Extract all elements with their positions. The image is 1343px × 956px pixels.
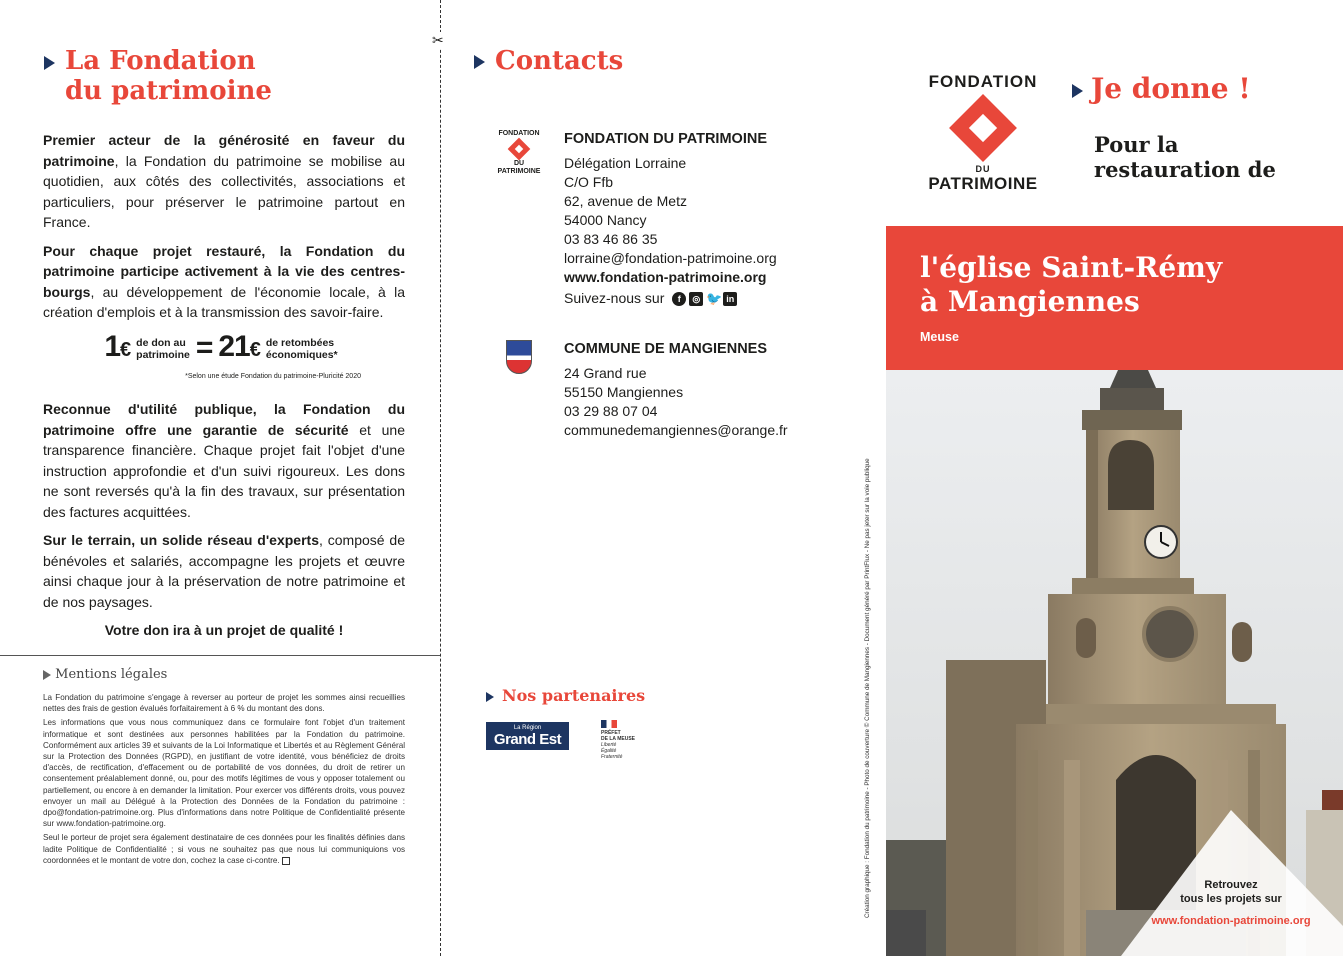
paragraph-1: Premier acteur de la générosité en faveur du patrimoine, la Fondation du patrimoine se mobilise au quotidien, aux côtés des collectivités, associations et particuliers, pour préserver le patrimoine partout en France. bbox=[43, 132, 405, 230]
fondation-logo: FONDATION DU PATRIMOINE bbox=[497, 130, 541, 175]
panel-contacts bbox=[441, 0, 886, 956]
quality-statement: Votre don ira à un projet de qualité ! bbox=[104, 622, 344, 638]
fondation-contact-info: FONDATION DU PATRIMOINE Délégation Lorraine C/O Ffb 62, avenue de Metz 54000 Nancy 03 83 46 86 35 lorraine@fondation-patrimoine.org www.fondation-patrimoine.org Suivez-nous sur f ◎ 🐦 in bbox=[564, 130, 884, 308]
paragraph-3: Reconnue d'utilité publique, la Fondation du patrimoine offre une garantie de sécurité et une transparence financière. Chaque projet fait l'objet d'une instruction approfondie et d'un suivi rigoureux. Les dons ne sont reversés qu'à la fin des travaux, sur présentation des factures acquittées. bbox=[43, 401, 405, 520]
mentions-title: Mentions légales bbox=[43, 667, 167, 682]
pour-la-restauration: Pour la restauration de bbox=[1094, 132, 1276, 182]
house-diamond-icon bbox=[508, 138, 531, 161]
website-link[interactable]: www.fondation-patrimoine.org bbox=[1151, 915, 1311, 927]
partners-title: Nos partenaires bbox=[486, 686, 645, 705]
project-banner bbox=[886, 226, 1343, 370]
paragraph-2: Pour chaque projet restauré, la Fondation du patrimoine participe activement à la vie des centres-bourgs, au développement de l'économie locale, à la création d'emplois et à la transmission des savoir-faire. bbox=[43, 242, 405, 320]
french-flag-icon bbox=[601, 720, 617, 728]
department: Meuse bbox=[920, 330, 959, 344]
facebook-icon[interactable]: f bbox=[672, 292, 686, 306]
donation-equation bbox=[43, 331, 405, 367]
panel-fondation bbox=[0, 0, 440, 956]
triangle-bullet-icon bbox=[43, 670, 51, 680]
grand-est-logo: La Région Grand Est bbox=[486, 722, 569, 750]
house-diamond-icon bbox=[949, 94, 1017, 162]
commune-email[interactable]: communedemangiennes@orange.fr bbox=[564, 422, 788, 438]
church-photo bbox=[886, 370, 1343, 956]
eq-equals: = bbox=[195, 331, 213, 365]
eq-footnote: *Selon une étude Fondation du patrimoine-Pluricité 2020 bbox=[185, 372, 361, 380]
prefet-logo: PRÉFET DE LA MEUSE Liberté Égalité Fraternité bbox=[601, 720, 635, 760]
linkedin-icon[interactable]: in bbox=[723, 292, 737, 306]
eq-right-value: 21€ bbox=[218, 329, 260, 363]
fondation-title: La Fondation du patrimoine bbox=[44, 46, 272, 106]
contacts-title: Contacts bbox=[474, 46, 623, 76]
commune-logo bbox=[491, 340, 547, 374]
panel-cover bbox=[864, 0, 1343, 956]
paragraph-4: Sur le terrain, un solide réseau d'experts, composé de bénévoles et salariés, accompagne les projets et œuvre ainsi chaque jour à la préservation de notre patrimoine et de nos paysages. bbox=[43, 532, 405, 610]
triangle-bullet-icon bbox=[1072, 84, 1083, 98]
instagram-icon[interactable]: ◎ bbox=[689, 292, 703, 306]
follow-us: Suivez-nous sur f ◎ 🐦 in bbox=[564, 289, 884, 308]
twitter-icon[interactable]: 🐦 bbox=[706, 291, 723, 307]
fondation-body bbox=[43, 130, 405, 649]
church-illustration bbox=[886, 370, 1343, 956]
print-credit: Création graphique : Fondation du patrimoine - Photo de couverture © Commune de Mangiennes - Document généré par PrintFlux - Ne pas jeter sur la voie publique bbox=[864, 458, 871, 918]
eq-right-label: de retombées économiques* bbox=[265, 336, 338, 361]
fondation-email[interactable]: lorraine@fondation-patrimoine.org bbox=[564, 250, 777, 266]
project-name: l'église Saint-Rémy à Mangiennes bbox=[920, 251, 1223, 318]
triangle-bullet-icon bbox=[486, 692, 494, 702]
triangle-bullet-icon bbox=[44, 56, 55, 70]
fondation-website[interactable]: www.fondation-patrimoine.org bbox=[564, 269, 767, 285]
eq-left-value: 1€ bbox=[104, 329, 131, 363]
mentions-legales: La Fondation du patrimoine s'engage à reverser au porteur de projet les sommes ainsi recueillies nettes des frais de gestion évalués forfaitairement à 6 % du montant des dons. Les informations que vous nous communiquez dans ce formulaire font l'objet d'un traitement informatique et sont destinées aux personnes habilitées par la Fondation du patrimoine. Conformément aux articles 39 et suivants de la Loi Informatique et Libertés et au Règlement Général sur la Protection des Données (RGPD), en justifiant de votre identité, vous bénéficiez de droits d'accès, de rectification, d'effacement ou de portabilité de vos données, du droit de retirer un consentement préalablement donné, ou, pour des motifs légitimes de vous y opposer totalement ou partiellement, ou encore à en demander la limitation. Pour exercer vos différents droits, vous pouvez envoyer un mail au Délégué à la Protection des Données de la Fondation du patrimoine : dpo@fondation-patrimoine.org. Plus d'informations dans notre Politique de Confidentialité présente sur www.fondation-patrimoine.org. Seul le porteur de projet sera également destinataire de ces données pour les finalités définies dans ladite Politique de Confidentialité ; si vous ne souhaitez pas que nous lui communiquions vos coordonnées et le montant de votre don, cochez la case ci-contre. bbox=[43, 693, 405, 865]
scissors-icon: ✂ bbox=[432, 32, 444, 48]
divider bbox=[0, 655, 440, 656]
coat-of-arms-icon bbox=[506, 340, 532, 374]
fondation-brand-logo: FONDATION DU PATRIMOINE bbox=[928, 72, 1038, 193]
retrouvez-projets: Retrouvez tous les projets sur www.fondation-patrimoine.org bbox=[1121, 878, 1341, 928]
eq-left-label: de don au patrimoine bbox=[136, 336, 190, 361]
je-donne-heading: Je donne ! bbox=[1072, 72, 1251, 105]
opt-out-checkbox[interactable] bbox=[282, 857, 290, 865]
triangle-bullet-icon bbox=[474, 55, 485, 69]
commune-contact-info: COMMUNE DE MANGIENNES 24 Grand rue 55150 Mangiennes 03 29 88 07 04 communedemangiennes@orange.fr bbox=[564, 340, 884, 440]
